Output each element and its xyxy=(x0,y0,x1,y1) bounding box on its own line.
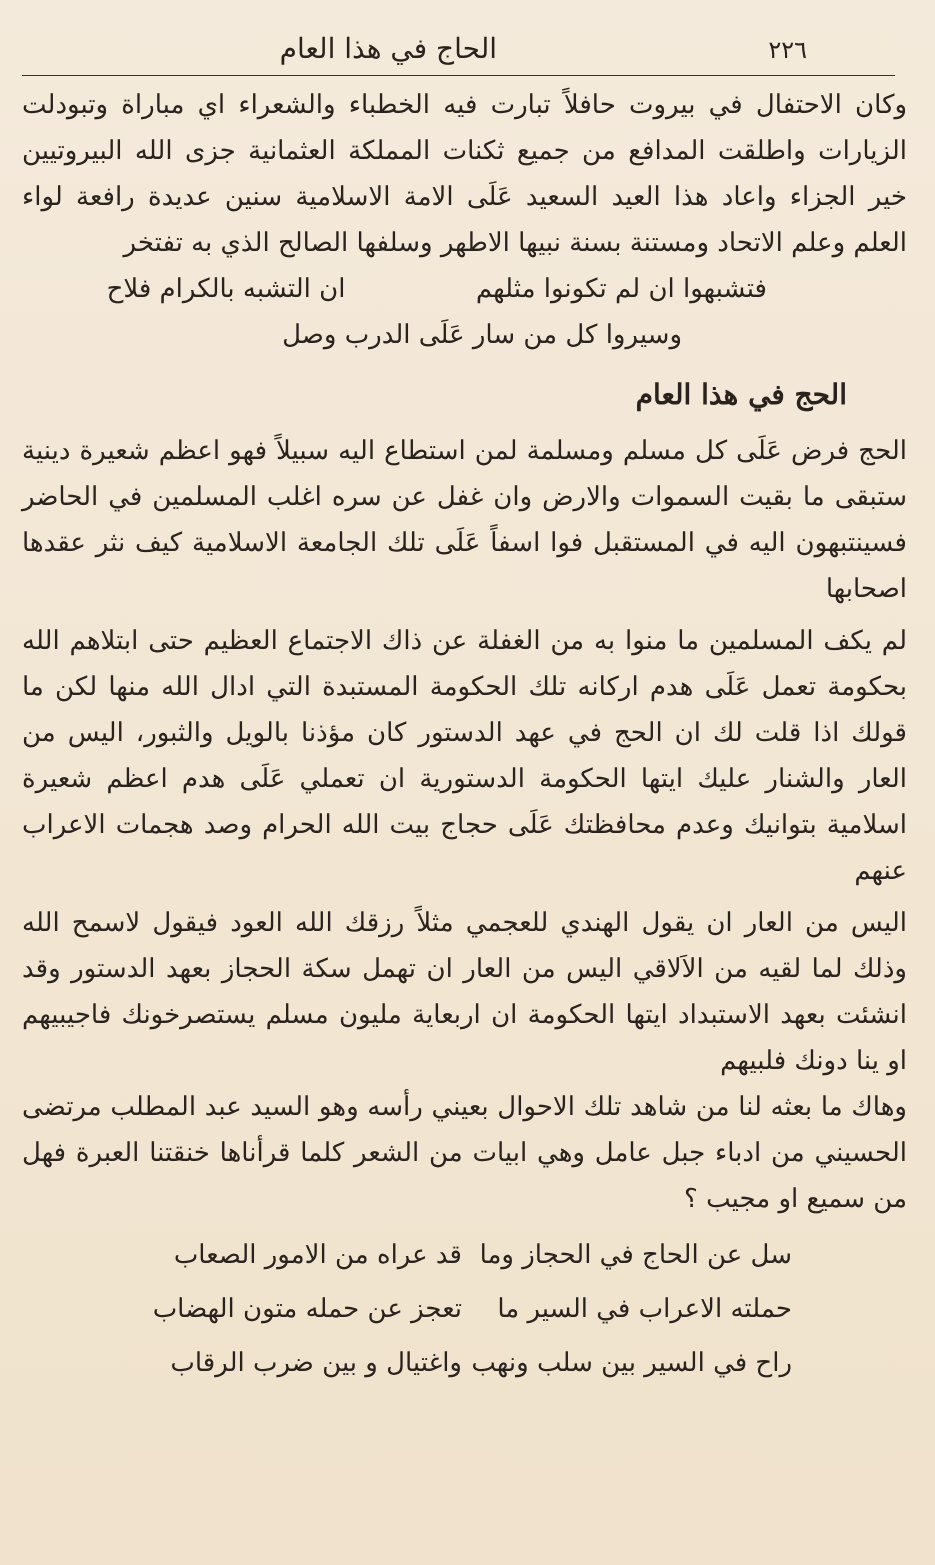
verse-line xyxy=(22,1282,907,1336)
paragraph: لم يكف المسلمين ما منوا به من الغفلة عن ذاك الاجتماع العظيم حتى ابتلاهم الله بحكومة تعمل عَلَى هدم اركانه تلك الحكومة المستبدة التي ادال الله منها لكن ما قولك اذا قلت لك ان الحج في عهد الدستور كان مؤذنا بالويل والثبور، اليس من العار والشنار عليك ايتها الحكومة الدستورية ان تعملي عَلَى هدم اعظم شعيرة اسلامية بتوانيك وعدم محافظتك عَلَى حجاج بيت الله الحرام وصد هجمات الاعراب عنهم xyxy=(22,626,907,886)
section-heading: الحج في هذا العام xyxy=(635,378,847,411)
paragraph: وهاك ما بعثه لنا من شاهد تلك الاحوال بعيني رأسه وهو السيد عبد المطلب مرتضى الحسيني من ادباء جبل عامل وهي ابيات من الشعر كلما قرأناها خنقتنا العبرة فهل من سميع او مجيب ؟ xyxy=(22,1092,907,1214)
paragraph: وكان الاحتفال في بيروت حافلاً تبارت فيه الخطباء والشعراء اي مباراة وتبودلت الزيارات واطلقت المدافع من جميع ثكنات المملكة العثمانية جزى الله البيروتيين خير الجزاء واعاد هذا العيد السعيد عَلَى الامة الاسلامية سنين عديدة رافعة لواء العلم وعلم الاتحاد ومستنة بسنة نبيها الاطهر وسلفها الصالح الذي به تفتخر xyxy=(22,90,907,258)
page-body xyxy=(22,82,907,1390)
verse-first-hemistich: سل عن الحاج في الحجاز وما xyxy=(479,1240,792,1270)
verse-line xyxy=(22,266,907,312)
verse-second-hemistich: قد عراه من الامور الصعاب xyxy=(173,1240,462,1270)
verse-second-hemistich: واغتيال و بين ضرب الرقاب xyxy=(170,1348,462,1378)
verse-line xyxy=(22,312,682,358)
verse-second-hemistich: تعجز عن حمله متون الهضاب xyxy=(152,1294,462,1324)
header-rule xyxy=(22,75,895,76)
verse-first-hemistich: وسيروا كل من سار عَلَى الدرب وصل xyxy=(282,320,682,350)
paragraph: الحج فرض عَلَى كل مسلم ومسلمة لمن استطاع اليه سبيلاً فهو اعظم شعيرة دينية ستبقى ما بقيت السموات والارض وان غفل عن سره اغلب المسلمين في الحاضر فسينتبهون اليه في المستقبل فوا اسفاً عَلَى تلك الجامعة الاسلامية كيف نثر عقدها اصحابها xyxy=(22,436,907,604)
page-number: ٢٢٦ xyxy=(768,36,807,64)
poem-verses xyxy=(22,266,907,358)
page-header xyxy=(22,28,895,72)
verse-second-hemistich: ان التشبه بالكرام فلاح xyxy=(106,274,346,304)
verse-first-hemistich: حملته الاعراب في السير ما xyxy=(497,1294,792,1324)
paragraph: اليس من العار ان يقول الهندي للعجمي مثلاً رزقك الله العود فيقول لاسمح الله وذلك لما لقيه من الاَلاقي اليس من العار ان تهمل سكة الحجاز بعهد الدستور وقد انشئت بعهد الاستبداد ايتها الحكومة ان اربعاية مليون مسلم يستصرخونك فاجيبيهم او ينا دونك فلبيهم xyxy=(22,908,907,1076)
verse-line xyxy=(22,1336,907,1390)
poem-verses xyxy=(22,1228,907,1390)
verse-first-hemistich: فتشبهوا ان لم تكونوا مثلهم xyxy=(475,274,767,304)
verse-line xyxy=(22,1228,907,1282)
running-title: الحاج في هذا العام xyxy=(279,32,497,65)
verse-first-hemistich: راح في السير بين سلب ونهب xyxy=(471,1348,792,1378)
